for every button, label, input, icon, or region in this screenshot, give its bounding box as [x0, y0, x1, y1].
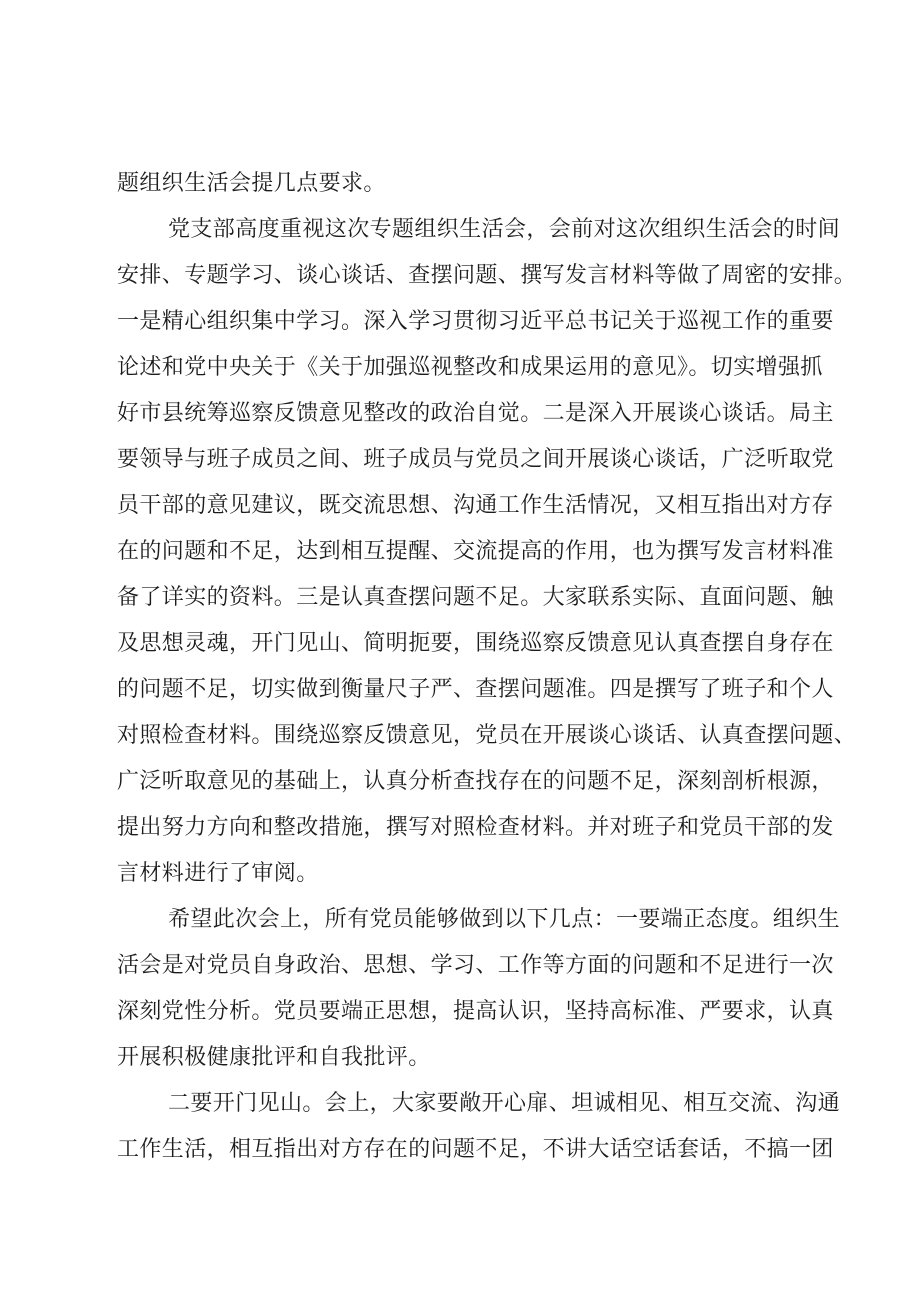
text-line: 一是精心组织集中学习。深入学习贯彻习近平总书记关于巡视工作的重要	[117, 309, 834, 334]
text-line: 深刻党性分析。党员要端正思想，提高认识，坚持高标准、严要求，认真	[117, 999, 834, 1024]
text-line: 题组织生活会提几点要求。	[117, 171, 386, 196]
text-line: 及思想灵魂，开门见山、简明扼要，围绕巡察反馈意见认真查摆自身存在	[117, 631, 834, 656]
text-line: 对照检查材料。围绕巡察反馈意见，党员在开展谈心谈话、认真查摆问题、	[117, 723, 857, 748]
text-line: 论述和党中央关于《关于加强巡视整改和成果运用的意见》。切实增强抓	[117, 355, 823, 380]
text-line: 活会是对党员自身政治、思想、学习、工作等方面的问题和不足进行一次	[117, 953, 834, 978]
text-line: 二要开门见山。会上，大家要敞开心扉、坦诚相见、相互交流、沟通	[168, 1091, 841, 1116]
text-line: 员干部的意见建议，既交流思想、沟通工作生活情况，又相互指出对方存	[117, 493, 834, 518]
text-line: 要领导与班子成员之间、班子成员与党员之间开展谈心谈话，广泛听取党	[117, 447, 834, 472]
text-line: 言材料进行了审阅。	[117, 861, 319, 886]
text-line: 党支部高度重视这次专题组织生活会，会前对这次组织生活会的时间	[168, 217, 841, 242]
text-line: 的问题不足，切实做到衡量尺子严、查摆问题准。四是撰写了班子和个人	[117, 677, 834, 702]
text-line: 开展积极健康批评和自我批评。	[117, 1045, 431, 1070]
text-line: 提出努力方向和整改措施，撰写对照检查材料。并对班子和党员干部的发	[117, 815, 834, 840]
text-line: 广泛听取意见的基础上，认真分析查找存在的问题不足，深刻剖析根源，	[117, 769, 834, 794]
text-line: 安排、专题学习、谈心谈话、查摆问题、撰写发言材料等做了周密的安排。	[117, 263, 857, 288]
text-line: 备了详实的资料。三是认真查摆问题不足。大家联系实际、直面问题、触	[117, 585, 834, 610]
text-line: 在的问题和不足，达到相互提醒、交流提高的作用，也为撰写发言材料准	[117, 539, 834, 564]
text-line: 好市县统筹巡察反馈意见整改的政治自觉。二是深入开展谈心谈话。局主	[117, 401, 834, 426]
text-line: 希望此次会上，所有党员能够做到以下几点：一要端正态度。组织生	[168, 907, 841, 932]
text-line: 工作生活，相互指出对方存在的问题不足，不讲大话空话套话，不搞一团	[117, 1137, 834, 1162]
